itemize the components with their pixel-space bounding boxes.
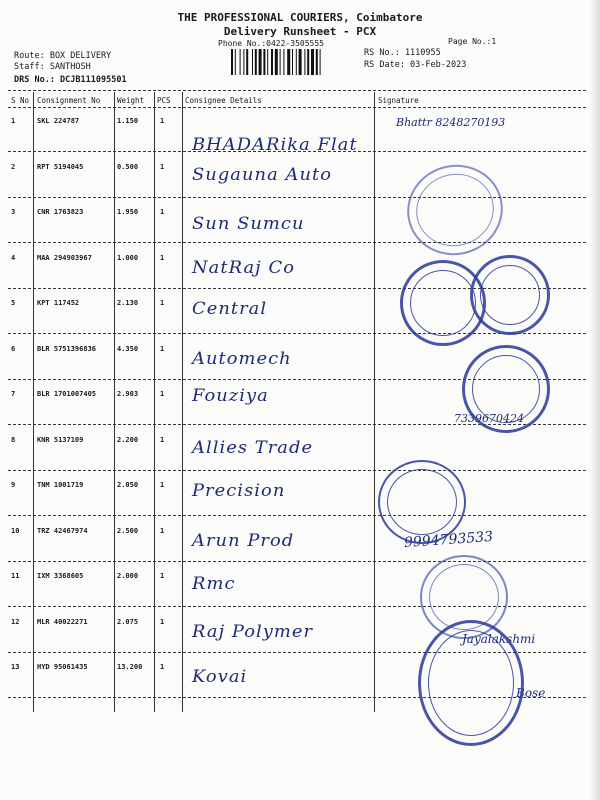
row-sno: 3 <box>11 208 16 216</box>
row-pcs: 1 <box>160 435 165 444</box>
row-pcs: 1 <box>160 162 165 171</box>
row-sno: 2 <box>11 162 16 171</box>
row-consignment-no: CNR 1763823 <box>37 208 84 216</box>
signature-row-1: Bhattr 8248270193 <box>396 116 506 129</box>
row-consignee-handwritten: BHADARika Flat <box>192 135 358 155</box>
seal-stamp <box>378 460 466 544</box>
row-pcs: 1 <box>160 617 165 626</box>
signature-row-10: 9994793533 <box>403 528 494 552</box>
signature-row-13: Bose <box>516 686 546 700</box>
row-consignee-handwritten: Central <box>192 299 268 319</box>
signature-row-7: 7339670424 <box>454 412 524 425</box>
row-consignee-handwritten: Fouziya <box>192 386 269 406</box>
row-consignment-no: SKL 224787 <box>37 117 80 125</box>
row-weight: 2.075 <box>117 617 139 626</box>
row-consignment-no: MLR 40022271 <box>37 617 88 626</box>
col-sno: S No <box>11 96 30 105</box>
row-consignment-no: IXM 3368605 <box>37 572 84 580</box>
page-number: Page No.:1 <box>448 37 497 46</box>
row-weight: 2.903 <box>117 390 139 398</box>
row-consignment-no: BLR 5751396836 <box>37 344 97 353</box>
row-sno: 10 <box>11 526 20 535</box>
row-consignment-no: KNR 5137109 <box>37 435 84 444</box>
row-sno: 9 <box>11 481 16 489</box>
row-weight: 2.050 <box>117 481 139 489</box>
row-pcs: 1 <box>160 299 165 307</box>
col-divider <box>182 92 183 712</box>
seal-stamp <box>470 255 550 335</box>
row-pcs: 1 <box>160 663 165 671</box>
seal-stamp <box>418 620 524 746</box>
row-pcs: 1 <box>160 572 165 580</box>
row-consignment-no: KPT 117452 <box>37 299 80 307</box>
row-divider <box>8 470 586 471</box>
col-divider <box>33 92 34 712</box>
row-weight: 1.000 <box>117 253 139 262</box>
signature-row-12: Jayalakshmi <box>462 632 536 646</box>
col-pcs: PCS <box>157 96 171 105</box>
row-weight: 0.500 <box>117 162 139 171</box>
col-weight: Weight <box>117 96 145 105</box>
row-consignee-handwritten: Allies Trade <box>192 437 314 458</box>
page-edge-shadow <box>590 0 600 800</box>
row-divider <box>8 515 586 516</box>
row-divider <box>8 561 586 562</box>
col-divider <box>374 92 375 712</box>
row-consignee-handwritten: Automech <box>192 348 292 369</box>
seal-stamp <box>397 154 513 266</box>
header-top-rule <box>8 90 586 91</box>
rs-date: RS Date: 03-Feb-2023 <box>364 60 467 70</box>
row-pcs: 1 <box>160 253 165 262</box>
row-consignee-handwritten: NatRaj Co <box>192 257 295 278</box>
row-pcs: 1 <box>160 481 165 489</box>
row-weight: 2.130 <box>117 299 139 307</box>
row-weight: 2.200 <box>117 435 139 444</box>
row-consignee-handwritten: Precision <box>192 481 286 501</box>
row-consignee-handwritten: Sugauna Auto <box>192 164 333 185</box>
row-sno: 7 <box>11 390 16 398</box>
row-consignment-no: RPT 5194045 <box>37 162 84 171</box>
row-consignment-no: TRZ 42467974 <box>37 526 88 535</box>
row-consignee-handwritten: Rmc <box>192 574 236 594</box>
col-divider <box>154 92 155 712</box>
row-pcs: 1 <box>160 117 165 125</box>
seal-stamp <box>462 345 550 433</box>
row-pcs: 1 <box>160 344 165 353</box>
drs-number: DRS No.: DCJB111095501 <box>14 75 127 85</box>
row-consignment-no: BLR 1701007405 <box>37 390 97 398</box>
row-pcs: 1 <box>160 208 165 216</box>
row-consignment-no: MAA 294903967 <box>37 253 92 262</box>
header-bottom-rule <box>8 107 586 108</box>
row-pcs: 1 <box>160 390 165 398</box>
row-divider <box>8 151 586 152</box>
row-consignment-no: HYD 95061435 <box>37 663 88 671</box>
row-consignment-no: TNM 1001719 <box>37 481 84 489</box>
row-consignee-handwritten: Kovai <box>192 667 248 687</box>
row-pcs: 1 <box>160 526 165 535</box>
row-sno: 11 <box>11 572 20 580</box>
row-sno: 5 <box>11 299 16 307</box>
company-title: THE PROFESSIONAL COURIERS, Coimbatore <box>177 11 423 24</box>
row-consignee-handwritten: Sun Sumcu <box>192 214 305 234</box>
row-weight: 4.350 <box>117 344 139 353</box>
row-consignee-handwritten: Raj Polymer <box>192 621 314 642</box>
barcode <box>231 49 357 75</box>
row-weight: 2.000 <box>117 572 139 580</box>
row-weight: 1.950 <box>117 208 139 216</box>
row-sno: 4 <box>11 253 16 262</box>
row-weight: 13.200 <box>117 663 143 671</box>
col-signature: Signature <box>378 96 419 105</box>
row-divider <box>8 242 586 243</box>
row-sno: 13 <box>11 663 20 671</box>
row-sno: 6 <box>11 344 16 353</box>
rs-number: RS No.: 1110955 <box>364 48 441 58</box>
row-consignee-handwritten: Arun Prod <box>192 530 295 551</box>
route-label: Route: BOX DELIVERY <box>14 51 112 61</box>
row-sno: 12 <box>11 617 20 626</box>
row-sno: 8 <box>11 435 16 444</box>
row-weight: 1.150 <box>117 117 139 125</box>
row-weight: 2.500 <box>117 526 139 535</box>
col-consignee: Consignee Details <box>185 96 262 105</box>
sheet-title: Delivery Runsheet - PCX <box>223 25 377 38</box>
phone-number: Phone No.:0422-3505555 <box>218 39 324 48</box>
staff-label: Staff: SANTHOSH <box>14 62 91 72</box>
col-consignment: Consignment No <box>37 96 101 105</box>
col-divider <box>114 92 115 712</box>
row-sno: 1 <box>11 117 16 125</box>
